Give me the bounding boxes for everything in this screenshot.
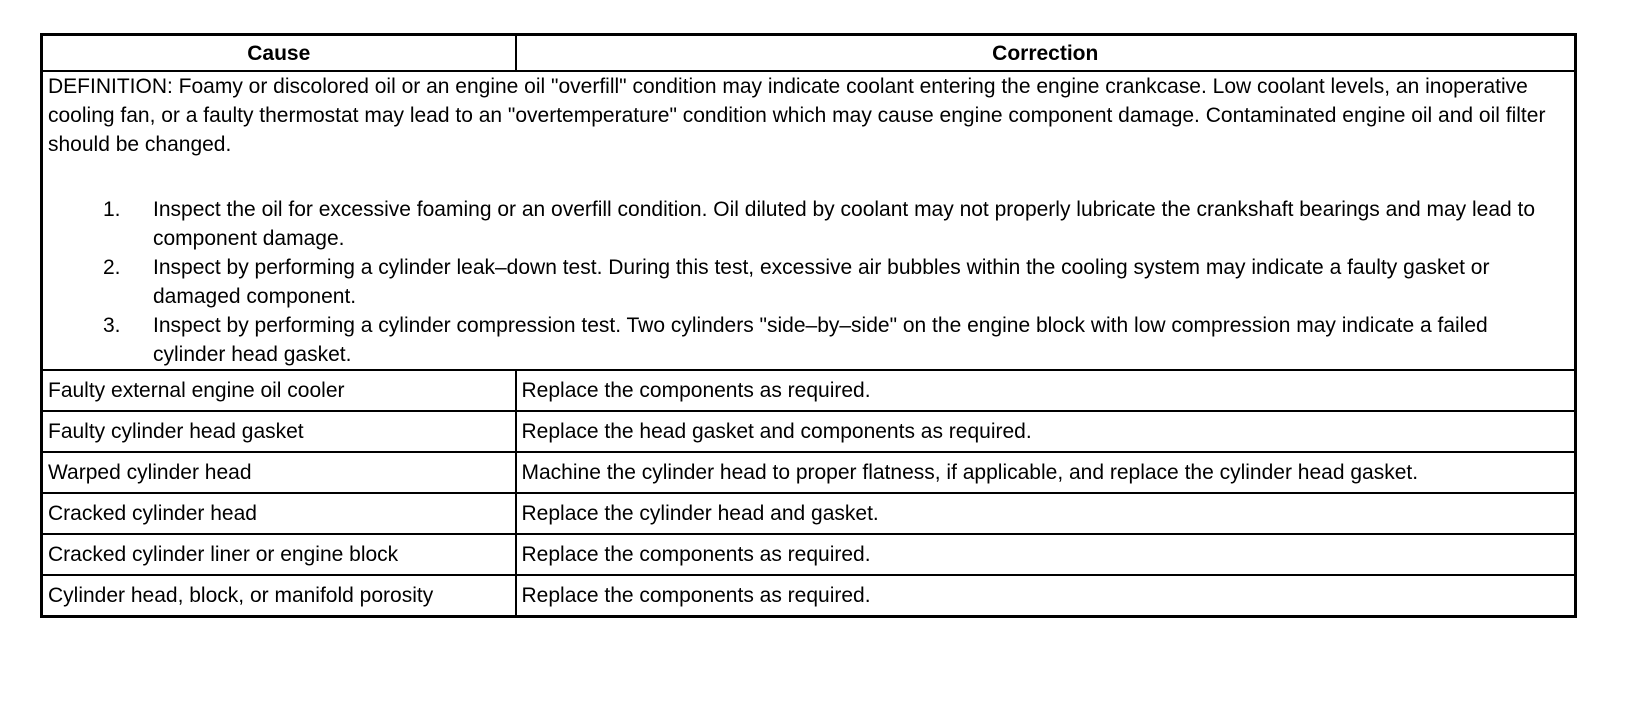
correction-cell: Replace the components as required. [516, 575, 1576, 617]
step-text: Inspect by performing a cylinder leak–down test. During this test, excessive air bubbles within the cooling system may indicate a faulty gasket or damaged component. [153, 256, 1490, 308]
definition-row [42, 71, 1576, 370]
correction-cell: Replace the components as required. [516, 534, 1576, 575]
step-item [48, 311, 1569, 369]
troubleshooting-table [40, 33, 1577, 618]
cause-cell: Cracked cylinder head [42, 493, 516, 534]
correction-cell: Replace the cylinder head and gasket. [516, 493, 1576, 534]
correction-cell: Replace the components as required. [516, 370, 1576, 411]
table-row [42, 370, 1576, 411]
definition-cell [42, 71, 1576, 370]
step-number: 1. [103, 198, 121, 221]
cause-header: Cause [42, 35, 516, 72]
step-item [48, 195, 1569, 253]
correction-cell: Replace the head gasket and components as required. [516, 411, 1576, 452]
cause-cell: Faulty external engine oil cooler [42, 370, 516, 411]
definition-text: DEFINITION: Foamy or discolored oil or an engine oil "overfill" condition may indicate coolant entering the engine crankcase. Low coolant levels, an inoperative cooling fan, or a faulty thermostat may lead to an "overtemperature" condition which may cause engine component damage. Contaminated engine oil and oil filter should be changed. [48, 75, 1546, 156]
step-text: Inspect by performing a cylinder compression test. Two cylinders "side–by–side" on the engine block with low compression may indicate a failed cylinder head gasket. [153, 314, 1488, 366]
cause-cell: Cylinder head, block, or manifold porosity [42, 575, 516, 617]
table-row [42, 575, 1576, 617]
inspection-steps [48, 195, 1569, 369]
cause-cell: Cracked cylinder liner or engine block [42, 534, 516, 575]
table-row [42, 452, 1576, 493]
header-row [42, 35, 1576, 72]
table-row [42, 534, 1576, 575]
cause-cell: Faulty cylinder head gasket [42, 411, 516, 452]
step-number: 3. [103, 314, 121, 337]
cause-cell: Warped cylinder head [42, 452, 516, 493]
correction-header: Correction [516, 35, 1576, 72]
table-row [42, 411, 1576, 452]
step-number: 2. [103, 256, 121, 279]
step-item [48, 253, 1569, 311]
step-text: Inspect the oil for excessive foaming or an overfill condition. Oil diluted by coolant may not properly lubricate the crankshaft bearings and may lead to component damage. [153, 198, 1536, 250]
correction-cell: Machine the cylinder head to proper flatness, if applicable, and replace the cylinder head gasket. [516, 452, 1576, 493]
table-row [42, 493, 1576, 534]
